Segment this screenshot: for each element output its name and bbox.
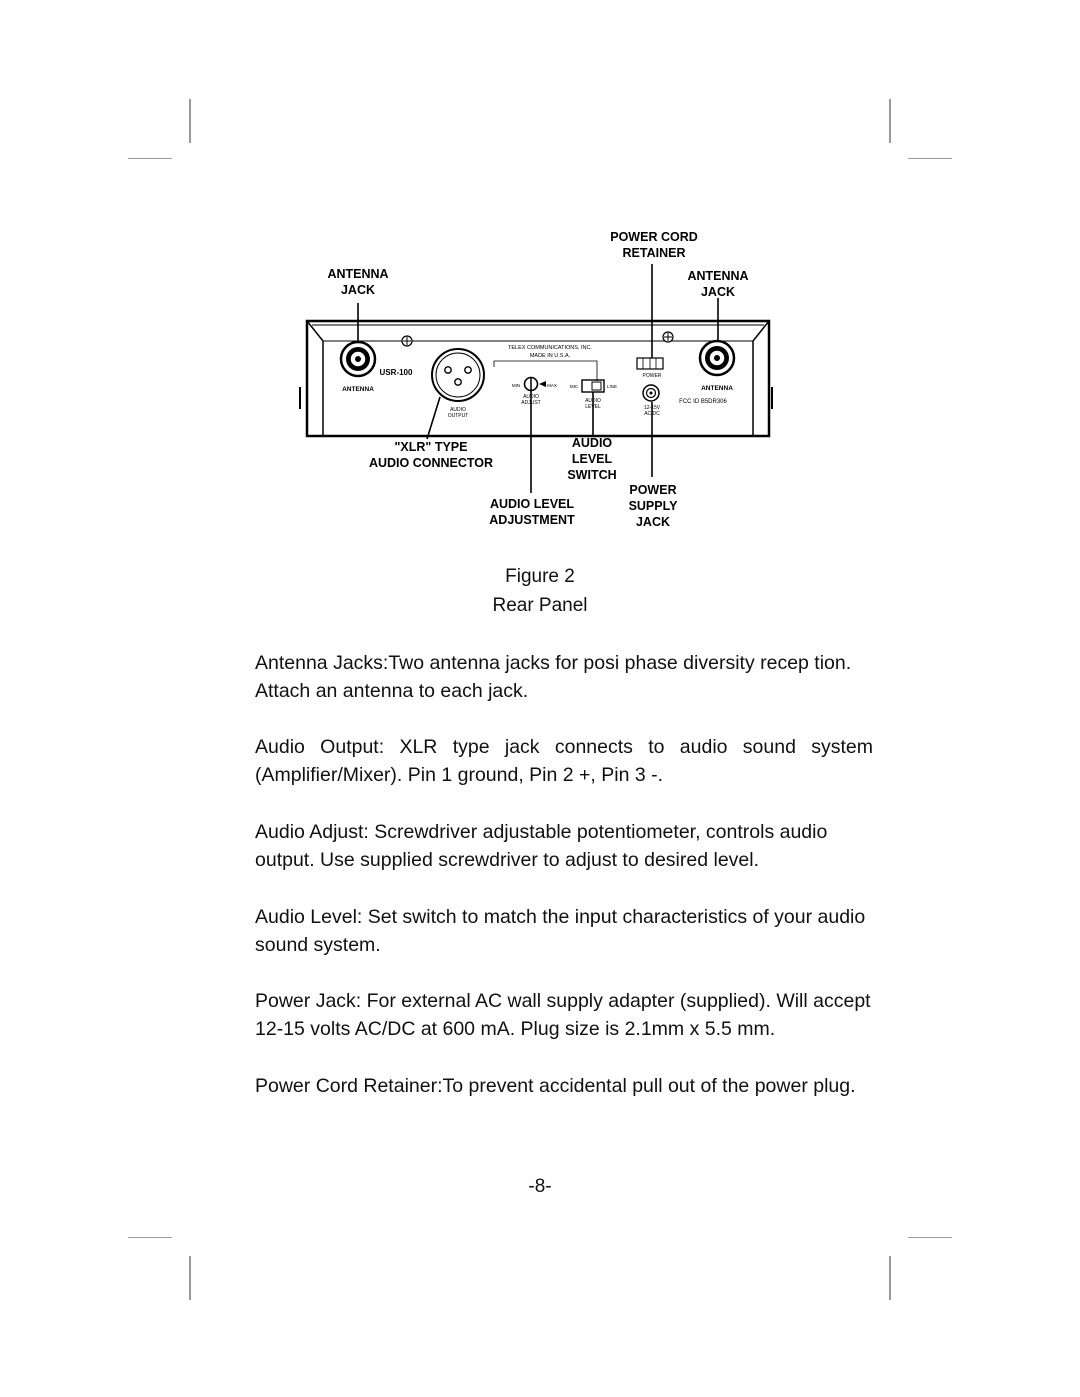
callout-power-supply-jack: POWER SUPPLY JACK <box>628 483 678 529</box>
figure-caption-number: Figure 2 <box>505 566 575 587</box>
rear-panel-figure <box>290 225 790 535</box>
crop-mark <box>189 99 191 143</box>
callout-audio-level-switch: AUDIO LEVEL SWITCH <box>567 436 617 482</box>
crop-mark <box>908 1237 952 1238</box>
panel-voltage-2: AC/DC <box>644 411 660 417</box>
panel-model: USR-100 <box>379 368 413 377</box>
screw-icon <box>663 332 673 342</box>
paragraph-audio-output: Audio Output: XLR type jack connects to audio sound system (Amplifier/Mixer). Pin 1 ground, Pin 2 +, Pin 3 -. <box>255 736 873 786</box>
antenna-jack-right-icon <box>700 341 734 375</box>
callout-audio-level-adjustment: AUDIO LEVEL ADJUSTMENT <box>489 497 575 527</box>
panel-maker-line1: TELEX COMMUNICATIONS, INC. <box>508 345 592 351</box>
page-number: -8- <box>528 1176 552 1197</box>
crop-mark <box>908 158 952 159</box>
paragraph-power-jack: Power Jack: For external AC wall supply adapter (supplied). Will accept 12-15 volts AC/DC at 600 mA. Plug size is 2.1mm x 5.5 mm. <box>255 990 871 1040</box>
crop-mark <box>889 99 891 143</box>
crop-mark <box>128 1237 172 1238</box>
panel-antenna-left: ANTENNA <box>342 386 374 393</box>
callout-xlr-type: "XLR" TYPE AUDIO CONNECTOR <box>368 440 494 470</box>
paragraph-antenna-jacks: Antenna Jacks:Two antenna jacks for posi phase diversity recep tion. Attach an antenna to each jack. <box>255 652 852 702</box>
antenna-jack-left-icon <box>341 342 375 376</box>
paragraph-audio-level: Audio Level: Set switch to match the input characteristics of your audio sound system. <box>255 906 866 956</box>
figure-caption-title: Rear Panel <box>492 595 588 616</box>
panel-audio-level-1: AUDIO <box>585 398 601 404</box>
paragraph-audio-adjust: Audio Adjust: Screwdriver adjustable potentiometer, controls audio output. Use supplied screwdriver to adjust to desired level. <box>255 821 828 871</box>
callout-antenna-jack-right: ANTENNA JACK <box>687 269 749 299</box>
power-jack-icon <box>643 385 659 401</box>
callout-power-cord-retainer: POWER CORD RETAINER <box>610 230 698 260</box>
chassis-outline <box>307 321 769 436</box>
panel-mic: MIC <box>569 384 579 389</box>
paragraph-power-cord-retainer: Power Cord Retainer:To prevent accidental pull out of the power plug. <box>255 1075 856 1097</box>
panel-audio-output-2: OUTPUT <box>447 413 469 419</box>
xlr-connector-icon <box>432 349 484 401</box>
screw-icon <box>402 336 412 346</box>
callout-antenna-jack-left: ANTENNA JACK <box>327 267 389 297</box>
panel-audio-level-2: LEVEL <box>585 404 601 410</box>
crop-mark <box>189 1256 191 1300</box>
panel-min: MIN <box>511 383 521 388</box>
panel-max: MAX <box>547 383 557 388</box>
audio-level-switch-icon <box>582 380 604 392</box>
panel-antenna-right: ANTENNA <box>701 385 733 392</box>
panel-line: LINE <box>606 384 618 389</box>
panel-audio-adjust-2: ADJUST <box>521 400 541 406</box>
panel-voltage-1: 12-15V <box>643 405 661 411</box>
crop-mark <box>889 1256 891 1300</box>
panel-audio-adjust-1: AUDIO <box>523 394 539 400</box>
panel-power: POWER <box>642 373 662 379</box>
panel-fcc: FCC ID B5DR306 <box>679 399 727 405</box>
panel-audio-output-1: AUDIO <box>450 407 466 413</box>
panel-maker-line2: MADE IN U.S.A. <box>529 353 571 359</box>
crop-mark <box>128 158 172 159</box>
